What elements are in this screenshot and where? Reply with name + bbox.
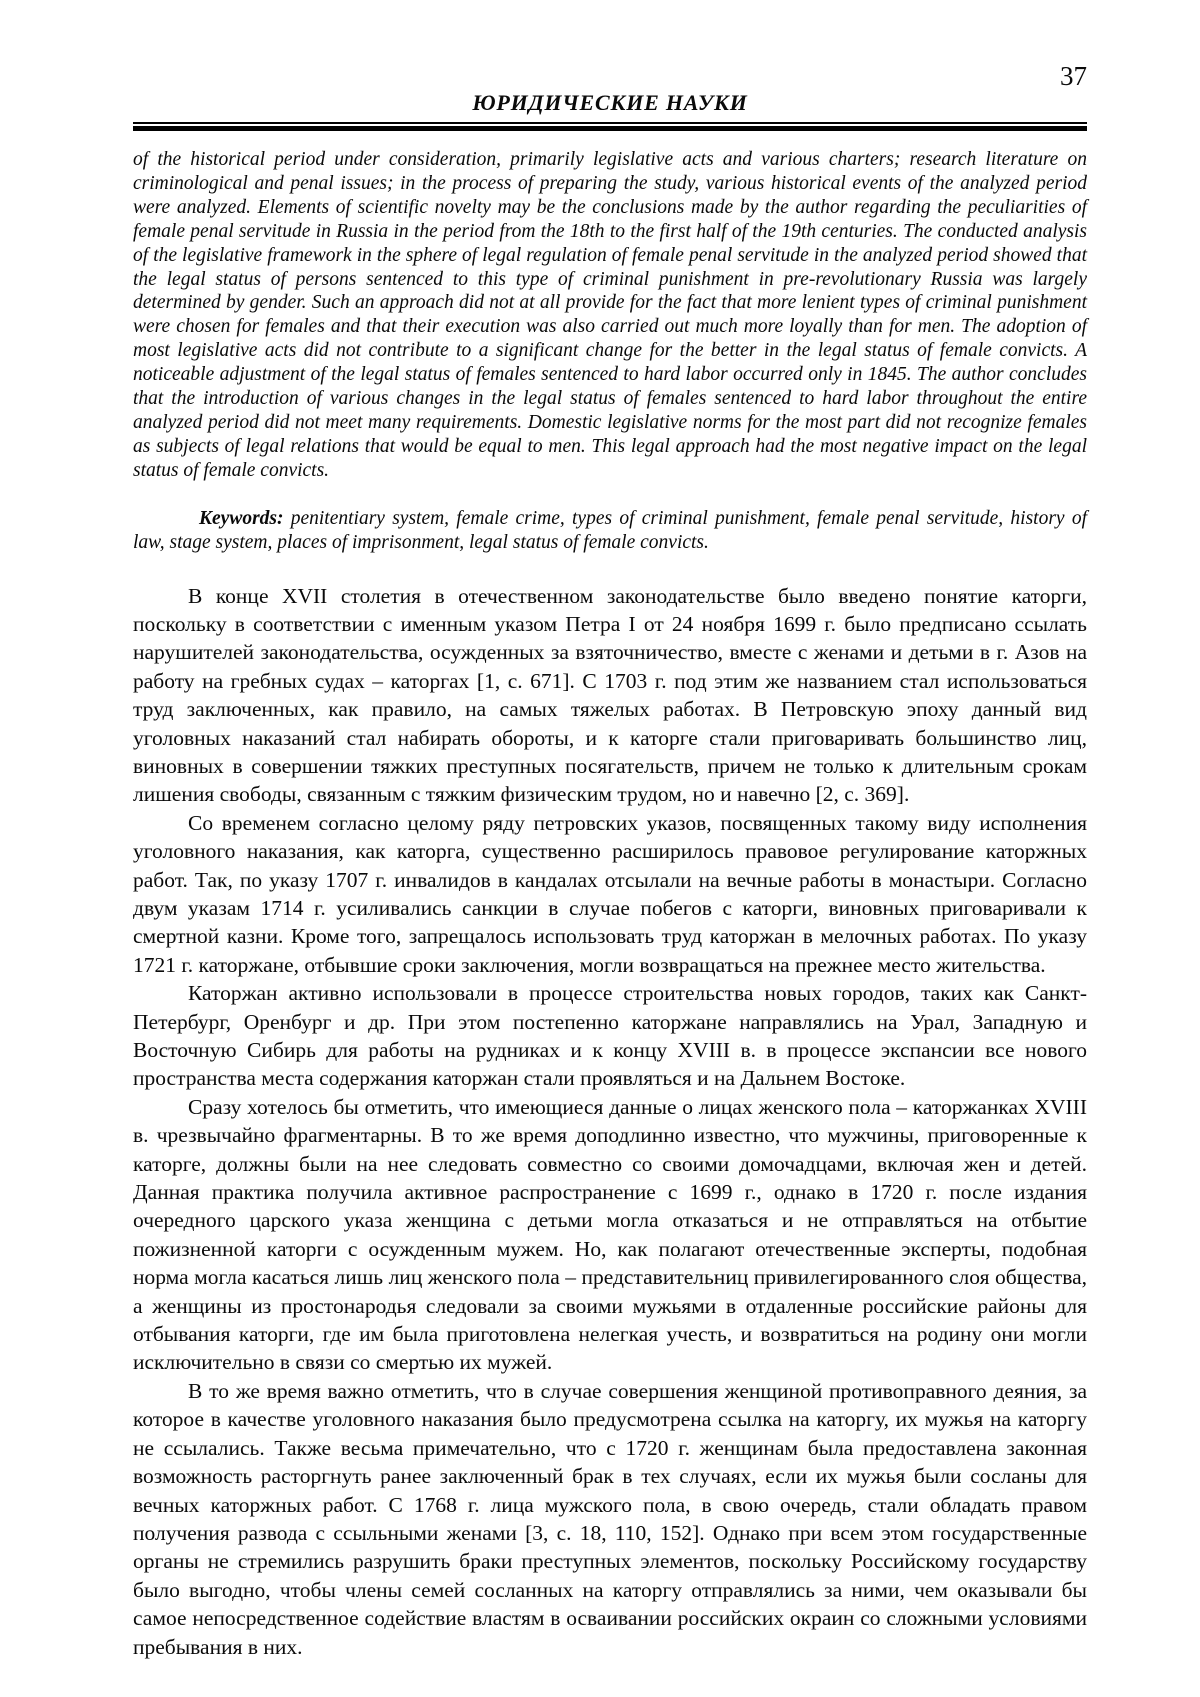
body-paragraph-2: Со временем согласно целому ряду петровских указов, посвященных такому виду исполнения уголовного наказания, как каторга, существенно расширилось правовое регулирование каторжных работ. Так, по указу 1707 г. инвалидов в кандалах отсылали на вечные работы в монастыри. Согласно двум указам 1714 г. усиливались санкции в случае побегов с каторги, виновных приговаривали к смертной казни. Кроме того, запрещалось использовать труд каторжан в мелочных работах. По указу 1721 г. каторжане, отбывшие сроки заключения, могли возвращаться на прежнее место жительства. <box>133 810 1087 977</box>
body-paragraph-5: В то же время важно отметить, что в случае совершения женщиной противоправного деяния, за которое в качестве уголовного наказания было предусмотрена ссылка на каторгу, их мужья на каторгу не ссылались. Также весьма примечательно, что с 1720 г. женщинам была предоставлена законная возможность расторгнуть ранее заключенный брак в тех случаях, если их мужья были сосланы для вечных каторжных работ. С 1768 г. лица мужского пола, в свою очередь, стали обладать правом получения развода с ссыльными женами [3, с. 18, 110, 152]. Однако при всем этом государственные органы не стремились разрушить браки преступных элементов, поскольку Российскому государству было выгодно, чтобы члены семей сосланных на каторгу отправлялись за ними, чем оказывали бы самое непосредственное содействие властям в осваивании российских окраин со сложными условиями пребывания в них. <box>133 1378 1087 1659</box>
abstract-text: of the historical period under consideration, primarily legislative acts and various charters; research literature on criminological and penal issues; in the process of preparing the study, various historical events of the analyzed period were analyzed. Elements of scientific novelty may be the conclusions made by the author regarding the peculiarities of female penal servitude in Russia in the period from the 18th to the first half of the 19th centuries. The conducted analysis of the legislative framework in the sphere of legal regulation of female penal servitude in the analyzed period showed that the legal status of persons sentenced to this type of criminal punishment in pre-revolutionary Russia was largely determined by gender. Such an approach did not at all provide for the fact that more lenient types of criminal punishment were chosen for females and that their execution was also carried out much more loyally than for men. The adoption of most legislative acts did not contribute to a significant change for the better in the legal status of female convicts. A noticeable adjustment of the legal status of females sentenced to hard labor occurred only in 1845. The author concludes that the introduction of various changes in the legal status of females sentenced to hard labor throughout the entire analyzed period did not meet many requirements. Domestic legislative norms for the most part did not recognize females as subjects of legal relations that would be equal to men. This legal approach had the most negative impact on the legal status of female convicts. <box>133 149 1087 481</box>
page-number: 37 <box>1060 61 1087 91</box>
running-header: ЮРИДИЧЕСКИЕ НАУКИ <box>472 90 748 115</box>
keywords-paragraph <box>133 507 1087 555</box>
body-paragraph-3: Каторжан активно использовали в процессе строительства новых городов, таких как Санкт-Петербург, Оренбург и др. При этом постепенно каторжане направлялись на Урал, Западную и Восточную Сибирь для работы на рудниках и к концу XVIII в. в процессе экспансии все нового пространства места содержания каторжан стали проявляться и на Дальнем Востоке. <box>133 981 1087 1091</box>
header-rule <box>133 122 1087 131</box>
keywords-text: penitentiary system, female crime, types of criminal punishment, female penal servitude, history of law, stage system, places of imprisonment, legal status of female convicts. <box>133 507 1087 553</box>
article-body <box>133 582 1087 1661</box>
keywords-label: Keywords: <box>199 507 284 529</box>
body-paragraph-1: В конце XVII столетия в отечественном законодательстве было введено понятие каторги, поскольку в соответствии с именным указом Петра I от 24 ноября 1699 г. было предписано ссылать нарушителей законодательства, осужденных за взяточничество, вместе с женами и детьми в г. Азов на работу на гребных судах – каторгах [1, с. 671]. С 1703 г. под этим же названием стал использоваться труд заключенных, как правило, на самых тяжелых работах. В Петровскую эпоху данный вид уголовных наказаний стал набирать обороты, и к каторге стали приговаривать большинство лиц, виновных в совершении тяжких преступных посягательств, причем не только к длительным срокам лишения свободы, связанным с тяжким физическим трудом, но и навечно [2, с. 369]. <box>133 583 1087 807</box>
header-rule-thick-line <box>133 126 1087 131</box>
body-paragraph-4: Сразу хотелось бы отметить, что имеющиеся данные о лицах женского пола – каторжанках XVIII в. чрезвычайно фрагментарны. В то же время доподлинно известно, что мужчины, приговоренные к каторге, должны были на нее следовать совместно со своими домочадцами, включая жен и детей. Данная практика получила активное распространение с 1699 г., однако в 1720 г. после издания очередного царского указа женщина с детьми могла отказаться и не отправляться на отбытие пожизненной каторги с осужденным мужем. Но, как полагают отечественные эксперты, подобная норма могла касаться лишь лиц женского пола – представительниц привилегированного слоя общества, а женщины из простонародья следовали за своими мужьями в отдаленные российские районы для отбывания каторги, где им была приготовлена нелегкая учесть, и возвратиться на родину они могли исключительно в связи со смертью их мужей. <box>133 1094 1087 1375</box>
